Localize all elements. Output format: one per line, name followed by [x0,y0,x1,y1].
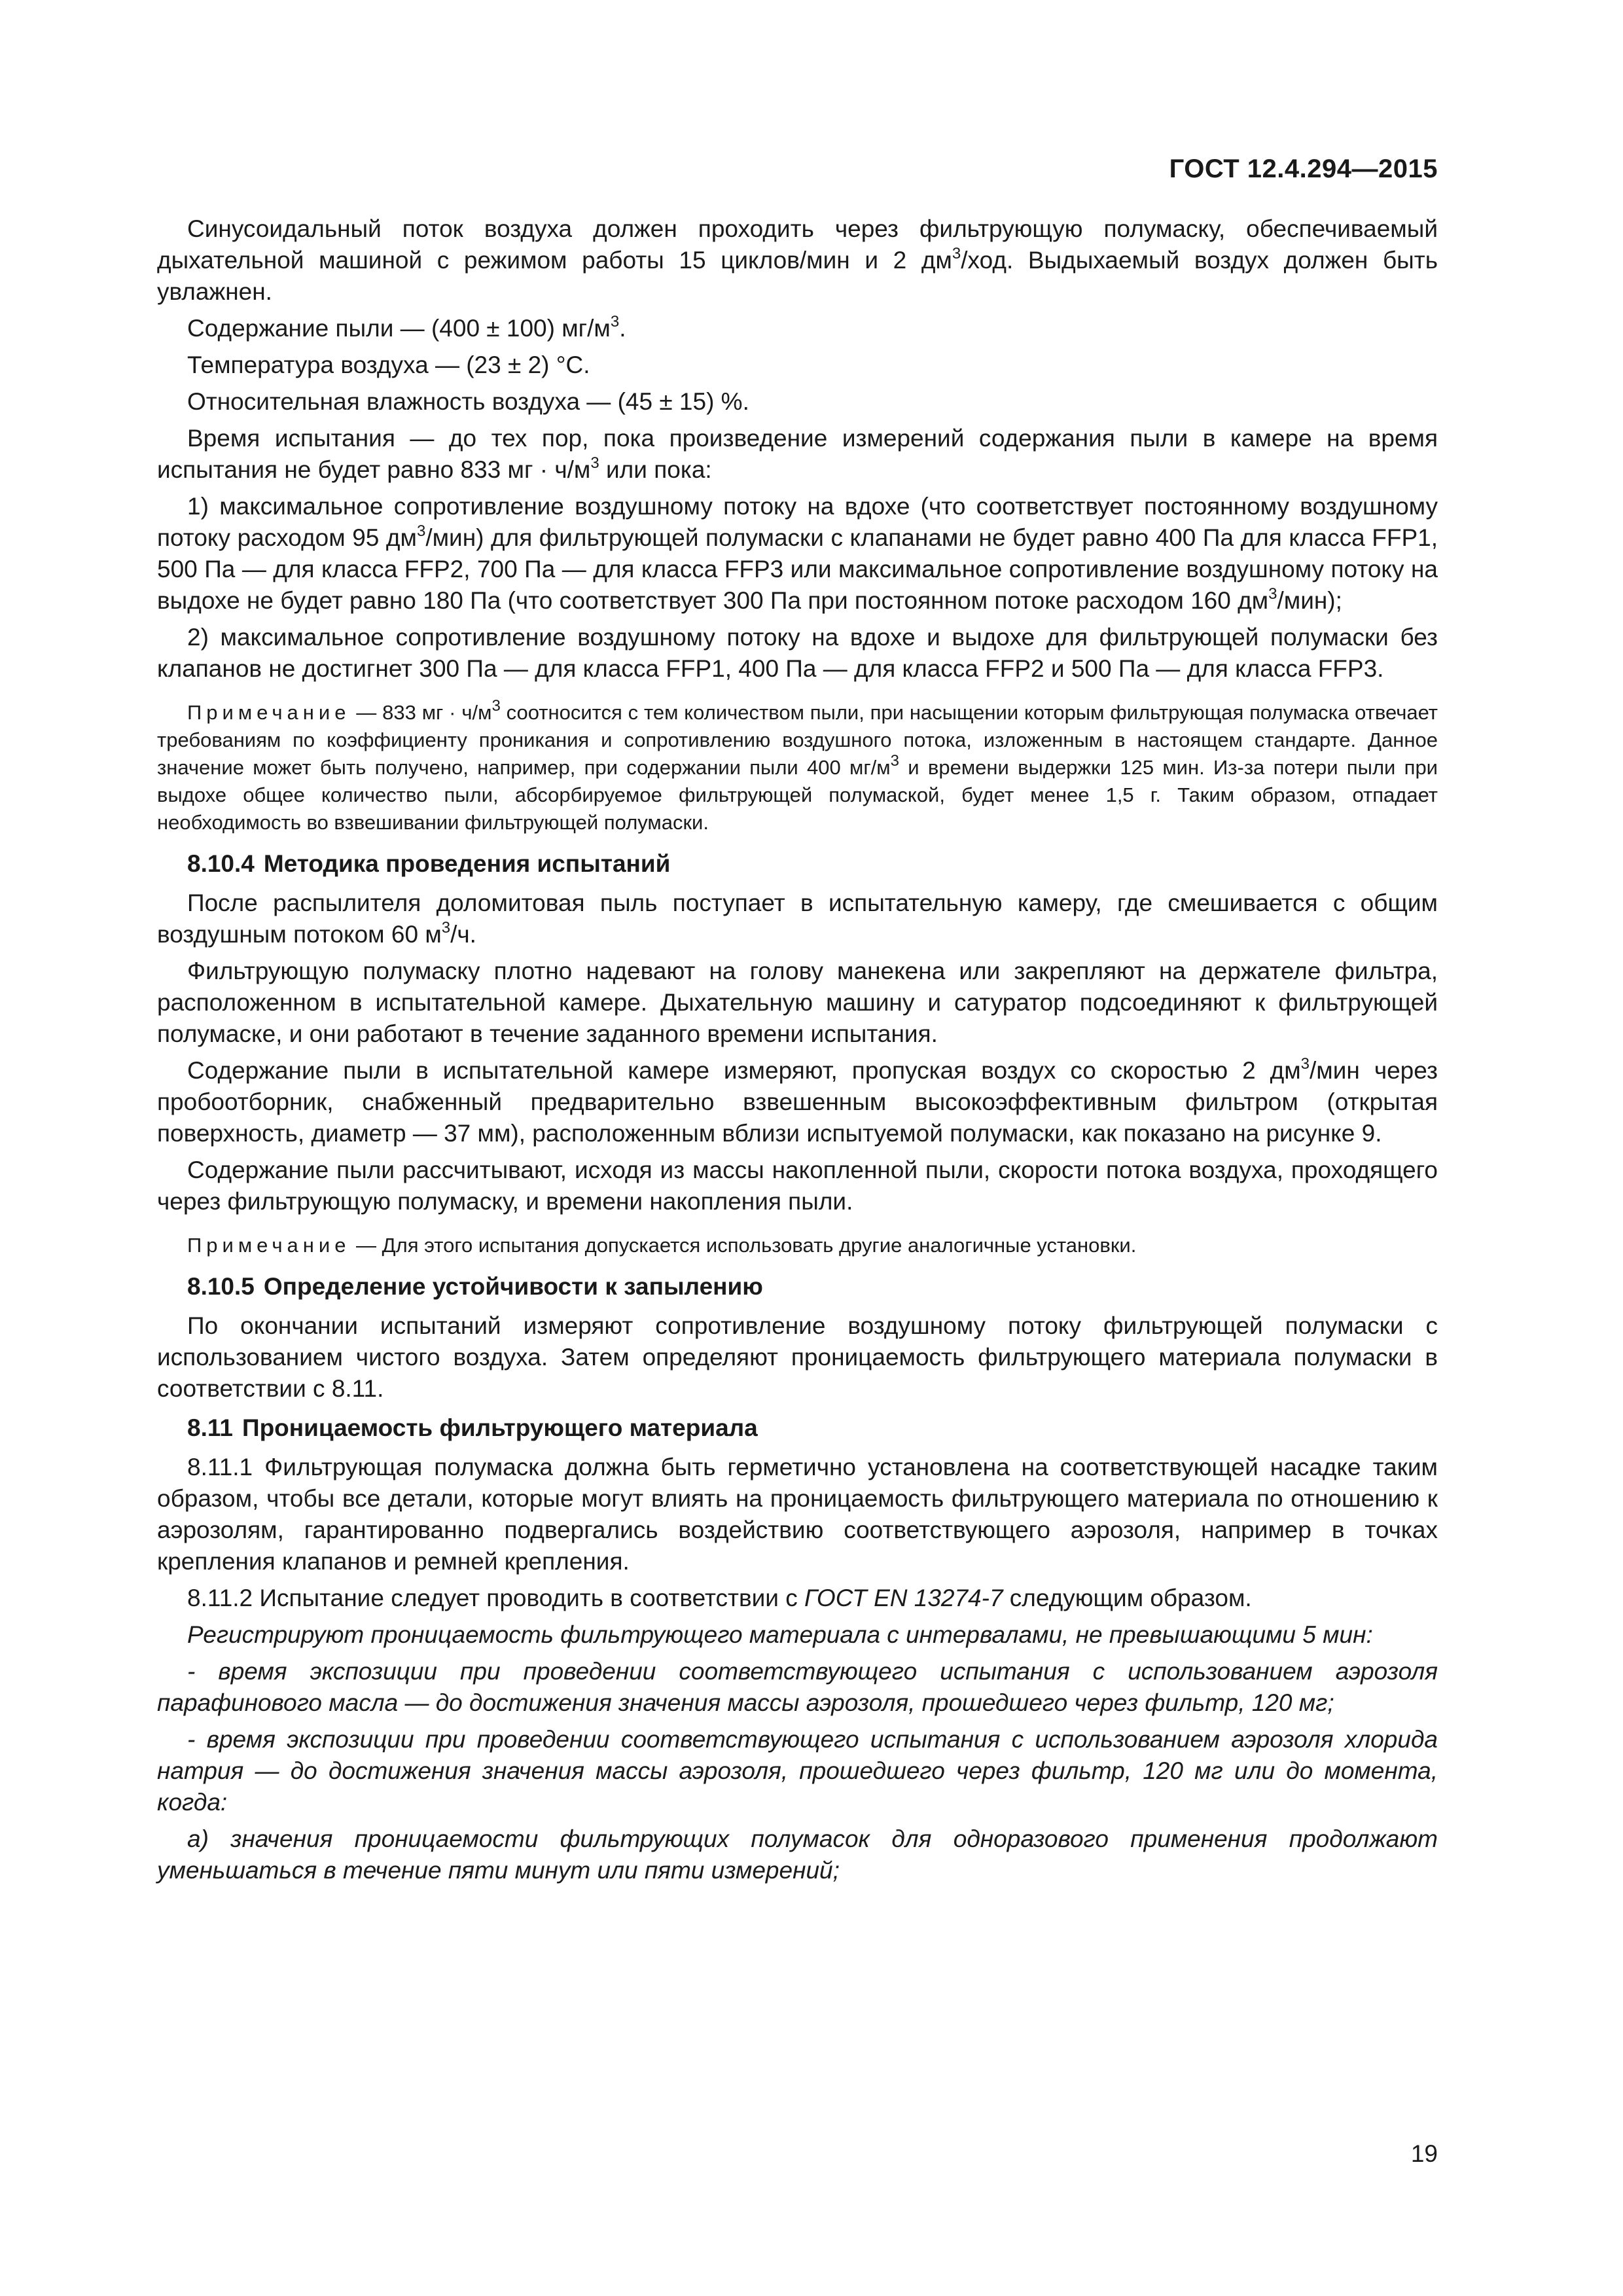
note-alternative-setups: Примечание — Для этого испытания допускается использовать другие аналогичные установки. [187,1234,1137,1257]
paragraph-8-11-2: 8.11.2 Испытание следует проводить в соответствии с ГОСТ EN 13274-7 следующим образом. [187,1585,1252,1611]
paragraph-dust-measurement: Содержание пыли в испытательной камере измеряют, пропуская воздух со скоростью 2 $дм^3$/мин через пробоотборник, снабженный предварительно взвешенным высокоэффективным фильтром (открытая поверхность, диаметр — 37 мм), расположенным вблизи испытуемой полумаски, как показано на рисунке 9. [157,1054,1438,1147]
note-dust-quantity: Примечание — 833 мг · $ч/м^3$ соотносится с тем количеством пыли, при насыщении которым фильтрующая полумаска отвечает требованиям по коэффициенту проникания и сопротивлению воздушного потока, изложенным в настоящем стандарте. Данное значение может быть получено, например, при содержании пыли 400 $мг/м^3$ и времени выдержки 125 мин. Из-за потери пыли при выдохе общее количество пыли, абсорбируемое фильтрующей полумаской, будет менее 1,5 г. Таким образом, отпадает необходимость во взвешивании фильтрующей полумаски. [157,696,1438,834]
list-item-a: а) значения проницаемости фильтрующих полумасок для одноразового применения продолжают уменьшаться в течение пяти минут или пяти измерений; [157,1825,1438,1884]
paragraph-end-of-test: По окончании испытаний измеряют сопротивление воздушному потоку фильтрующей полумаски с использованием чистого воздуха. Затем определяют проницаемость фильтрующего материала полумаски в соответствии с 8.11. [157,1312,1438,1402]
paragraph-test-duration: Время испытания — до тех пор, пока произведение измерений содержания пыли в камере на время испытания не будет равно 833 мг · $ч/м^3$ или пока: [157,425,1438,483]
section-heading-8-10-4: 8.10.4 Методика проведения испытаний [187,850,671,877]
list-item-1: 1) максимальное сопротивление воздушному потоку на вдохе (что соответствует постоянному воздушному потоку расходом 95 $дм^3/мин$) для фильтрующей полумаски с клапанами не будет равно 400 Па для класса FFP1, 500 Па — для класса FFP2, 700 Па — для класса FFP3 или максимальное сопротивление воздушному потоку на выдохе не будет равно 180 Па (что соответствует 300 Па при постоянном потоке расходом 160 $дм^3/мин$); [157,493,1438,614]
paragraph-humidity: Относительная влажность воздуха — (45 ± 15) %. [187,388,749,415]
list-item-sodium-chloride: - время экспозиции при проведении соответствующего испытания с использованием аэрозоля хлорида натрия — до достижения значения массы аэрозоля, прошедшего через фильтр, 120 мг или до момента, когда: [157,1726,1438,1816]
list-item-paraffin-oil: - время экспозиции при проведении соответствующего испытания с использованием аэрозоля парафинового масла — до достижения значения массы аэрозоля, прошедшего через фильтр, 120 мг; [157,1658,1438,1716]
paragraph-dolomite-dust: После распылителя доломитовая пыль поступает в испытательную камеру, где смешивается с общим воздушным потоком 60 $м^3/ч$. [157,889,1438,948]
paragraph-8-11-1: 8.11.1 Фильтрующая полумаска должна быть герметично установлена на соответствующей насадке таким образом, чтобы все детали, которые могут влиять на проницаемость фильтрующего материала по отношению к аэрозолям, гарантированно подвергались воздействию соответствующего аэрозоля, например в точках крепления клапанов и ремней крепления. [157,1454,1438,1575]
list-item-2: 2) максимальное сопротивление воздушному потоку на вдохе и выдохе для фильтрующей полумаски без клапанов не достигнет 300 Па — для класса FFP1, 400 Па — для класса FFP2 и 500 Па — для класса FFP3. [157,624,1438,682]
paragraph-airflow: Синусоидальный поток воздуха должен проходить через фильтрующую полумаску, обеспечиваемый дыхательной машиной с режимом работы 15 циклов/мин и 2 $дм^3$/ход. Выдыхаемый воздух должен быть увлажнен. [157,215,1438,305]
section-heading-8-10-5: 8.10.5 Определение устойчивости к запылению [187,1273,763,1300]
page-body [157,213,1438,1892]
section-heading-8-11: 8.11 Проницаемость фильтрующего материала [187,1414,758,1441]
standard-reference: ГОСТ EN 13274-7 [804,1585,1003,1611]
page-header-standard-id: ГОСТ 12.4.294—2015 [1169,154,1438,183]
paragraph-register-permeability: Регистрируют проницаемость фильтрующего материала с интервалами, не превышающими 5 мин: [187,1621,1373,1648]
page-number: 19 [1410,2140,1438,2167]
paragraph-dust-content: Содержание пыли — (400 ± 100) $мг/м^3$. [187,312,626,342]
paragraph-dust-calculation: Содержание пыли рассчитывают, исходя из массы накопленной пыли, скорости потока воздуха, проходящего через фильтрующую полумаску, и времени накопления пыли. [157,1157,1438,1215]
paragraph-air-temperature: Температура воздуха — (23 ± 2) °С. [187,351,590,378]
paragraph-mounting: Фильтрующую полумаску плотно надевают на голову манекена или закрепляют на держателе фильтра, расположенном в испытательной камере. Дыхательную машину и сатуратор подсоединяют к фильтрующей полумаске, и они работают в течение заданного времени испытания. [157,958,1438,1047]
